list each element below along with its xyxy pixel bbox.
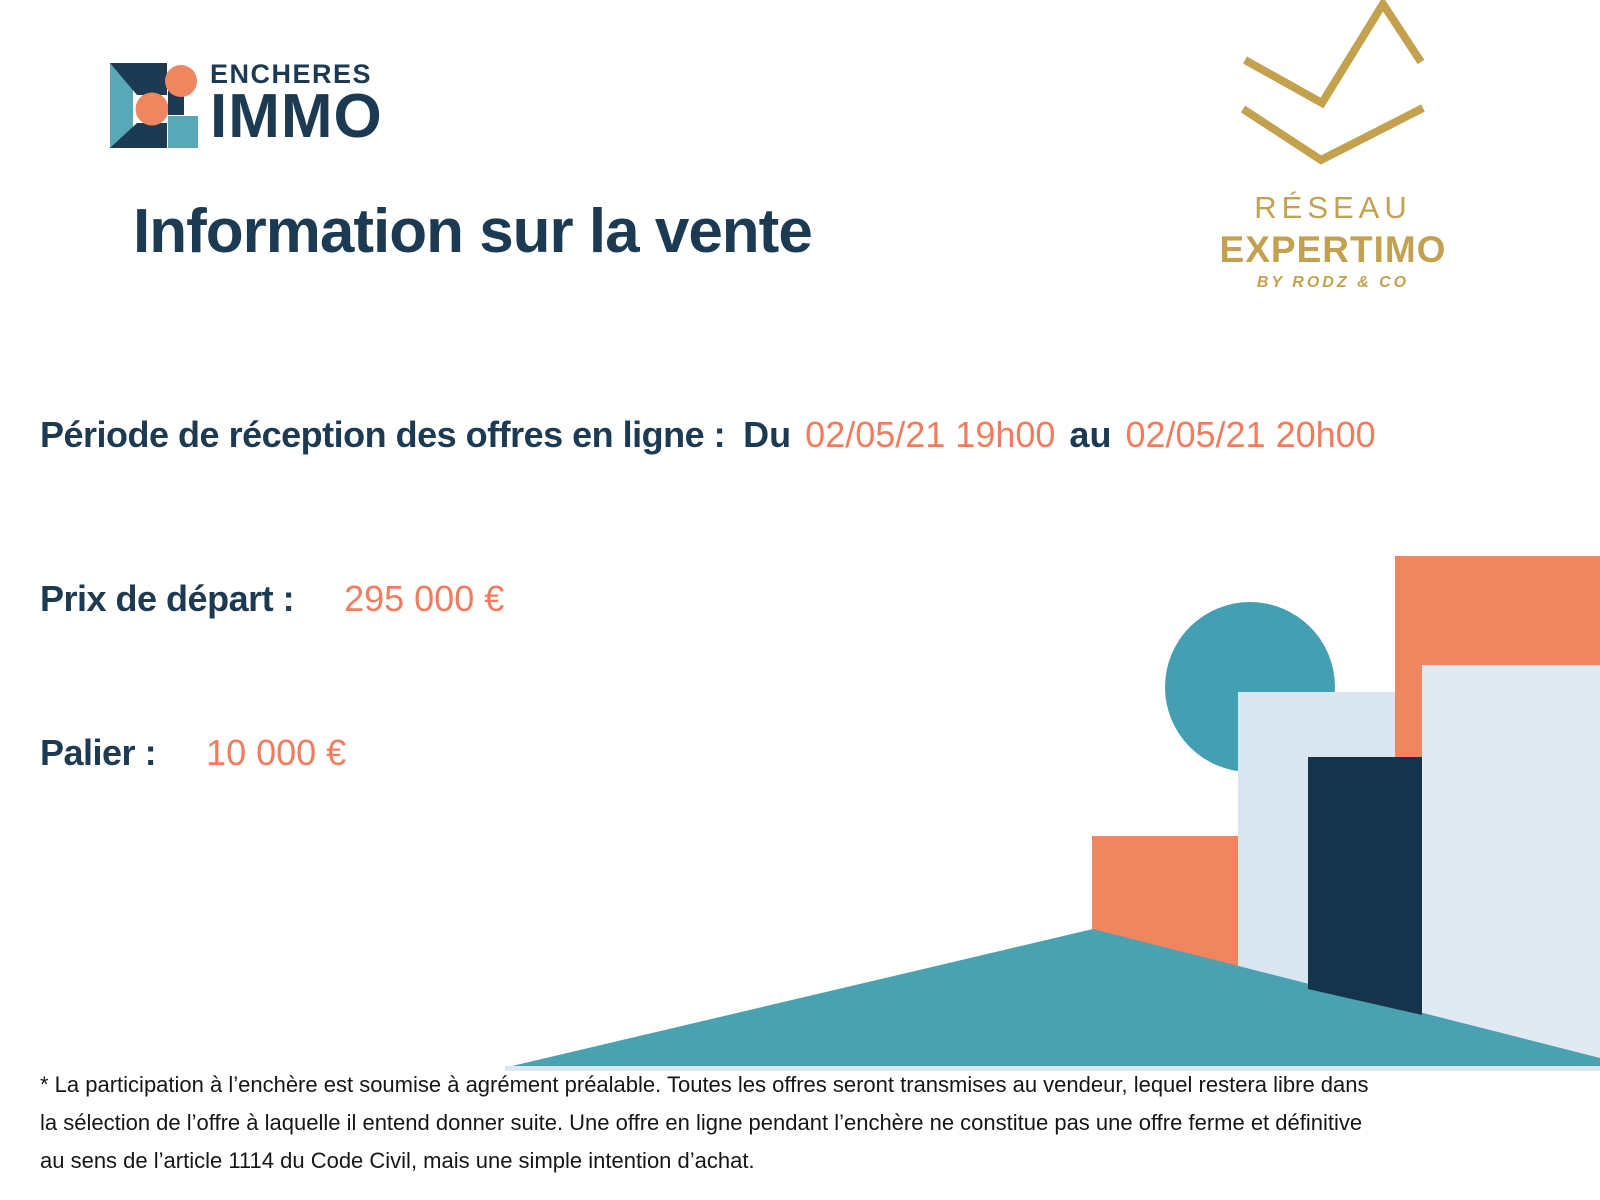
dark-building-shape — [1308, 757, 1422, 1015]
increment-value: 10 000 € — [206, 732, 347, 773]
brand-wordmark — [210, 59, 383, 151]
starting-price-label: Prix de départ : — [40, 578, 295, 619]
increment-row — [40, 732, 346, 774]
brand-name-bottom: IMMO — [210, 82, 383, 151]
page-title: Information sur la vente — [133, 197, 812, 266]
sale-period-row — [40, 414, 1376, 456]
right-building-shape — [1422, 665, 1600, 1065]
period-to-word: au — [1069, 414, 1112, 455]
period-from-word: Du — [743, 414, 792, 455]
disclaimer-line-3: au sens de l’article 1114 du Code Civil, mais une simple intention d’achat. — [40, 1148, 755, 1173]
partner-byline: BY RODZ & CO — [1256, 274, 1410, 291]
disclaimer-line-1: * La participation à l’enchère est soumise à agrément préalable. Toutes les offres seront transmises au vendeur, lequel restera libre dans — [40, 1072, 1369, 1097]
period-to-value: 02/05/21 20h00 — [1125, 414, 1376, 455]
expertimo-checkmark-icon — [1200, 0, 1460, 180]
starting-price-value: 295 000 € — [344, 578, 505, 619]
encheres-immo-logo-icon — [110, 63, 198, 148]
partner-name: EXPERTIMO — [1219, 229, 1447, 270]
brand-name-top: ENCHERES — [210, 59, 373, 89]
starting-price-row — [40, 578, 504, 620]
disclaimer-text — [40, 1066, 1369, 1180]
buildings-illustration — [440, 530, 1600, 1075]
sale-period-label: Période de réception des offres en ligne : — [40, 414, 726, 455]
period-from-value: 02/05/21 19h00 — [805, 414, 1056, 455]
partner-network-label: RÉSEAU — [1254, 190, 1412, 225]
disclaimer-line-2: la sélection de l’offre à laquelle il entend donner suite. Une offre en ligne pendant l’enchère ne constitue pas une offre ferme et définitive — [40, 1110, 1363, 1135]
increment-label: Palier : — [40, 732, 157, 773]
partner-logo — [1202, 188, 1464, 294]
